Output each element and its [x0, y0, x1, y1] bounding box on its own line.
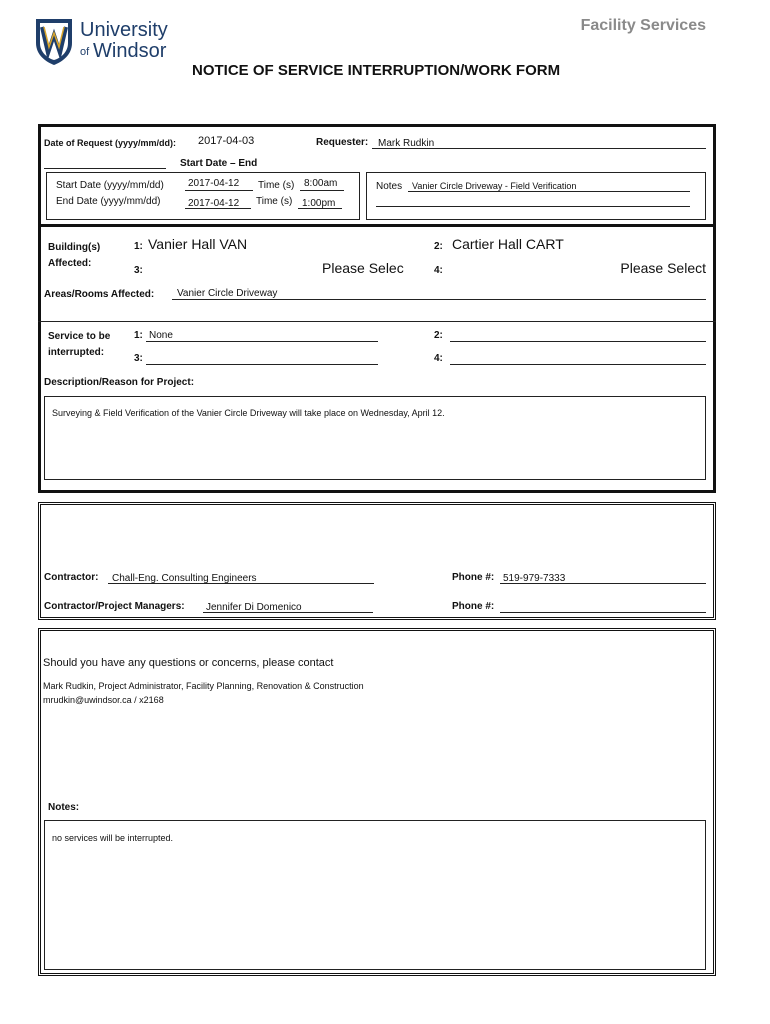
service-1-number: 1:: [134, 330, 143, 341]
areas-rooms-underline: [172, 299, 706, 300]
contractor-phone-field[interactable]: 519-979-7333: [503, 573, 566, 584]
service-label: Service to be: [48, 331, 111, 342]
section-divider: [38, 224, 716, 227]
end-time-underline: [298, 208, 342, 209]
areas-rooms-field[interactable]: Vanier Circle Driveway: [177, 288, 278, 299]
start-time-label: Time (s): [258, 180, 295, 191]
start-date-field[interactable]: 2017-04-12: [188, 178, 240, 189]
end-date-field[interactable]: 2017-04-12: [188, 198, 240, 209]
service-label-2: interrupted:: [48, 347, 105, 358]
end-time-label: Time (s): [256, 196, 293, 207]
date-of-request-field[interactable]: 2017-04-03: [198, 135, 255, 147]
university-shield-icon: [34, 17, 74, 67]
requester-label: Requester:: [316, 137, 369, 148]
areas-rooms-label: Areas/Rooms Affected:: [44, 289, 155, 300]
requester-field[interactable]: Mark Rudkin: [378, 138, 435, 149]
start-end-label: Start Date – End: [180, 158, 258, 169]
building-4-number: 4:: [434, 265, 443, 276]
buildings-label-2: Affected:: [48, 258, 92, 269]
buildings-label: Building(s): [48, 242, 101, 253]
start-end-underline: [44, 168, 166, 169]
request-notes-field[interactable]: Vanier Circle Driveway - Field Verification: [412, 181, 577, 191]
contractor-field[interactable]: Chall-Eng. Consulting Engineers: [112, 573, 257, 584]
project-manager-phone-label: Phone #:: [452, 601, 495, 612]
building-4-select[interactable]: Please Select: [620, 260, 706, 276]
building-3-select[interactable]: Please Selec: [322, 260, 404, 276]
date-of-request-label: Date of Request (yyyy/mm/dd):: [44, 138, 177, 148]
request-notes-label: Notes: [376, 181, 403, 192]
building-2-select[interactable]: Cartier Hall CART: [452, 236, 564, 252]
start-date-underline: [185, 190, 253, 191]
service-1-underline: [146, 341, 378, 342]
contractor-label: Contractor:: [44, 572, 99, 583]
contact-intro: Should you have any questions or concerns, please contact: [43, 657, 334, 669]
start-time-underline: [300, 190, 344, 191]
page-title: NOTICE OF SERVICE INTERRUPTION/WORK FORM: [192, 62, 561, 79]
notes-label: Notes:: [48, 802, 80, 813]
building-2-number: 2:: [434, 241, 443, 252]
project-manager-underline: [203, 612, 373, 613]
service-3-number: 3:: [134, 353, 143, 364]
department-name: Facility Services: [580, 17, 706, 34]
logo-windsor-text: Windsor: [93, 40, 167, 62]
service-4-number: 4:: [434, 353, 443, 364]
service-1-field[interactable]: None: [149, 330, 173, 341]
end-date-underline: [185, 208, 251, 209]
contact-name: Mark Rudkin, Project Administrator, Facility Planning, Renovation & Construction: [43, 681, 364, 691]
contractor-phone-underline: [500, 583, 706, 584]
service-2-underline: [450, 341, 706, 342]
section-divider: [38, 321, 716, 322]
building-1-select[interactable]: Vanier Hall VAN: [148, 236, 248, 252]
end-date-label: End Date (yyyy/mm/dd): [56, 196, 161, 207]
end-time-field[interactable]: 1:00pm: [302, 198, 336, 209]
logo-university-text: University: [80, 19, 168, 41]
project-manager-field[interactable]: Jennifer Di Domenico: [206, 602, 302, 613]
building-1-number: 1:: [134, 241, 143, 252]
project-manager-label: Contractor/Project Managers:: [44, 601, 185, 612]
service-2-number: 2:: [434, 330, 443, 341]
project-manager-phone-underline: [500, 612, 706, 613]
contractor-phone-label: Phone #:: [452, 572, 495, 583]
request-notes-underline-2: [376, 206, 690, 207]
start-time-field[interactable]: 8:00am: [304, 178, 338, 189]
notes-text: no services will be interrupted.: [52, 833, 174, 843]
requester-underline: [372, 148, 706, 149]
building-3-number: 3:: [134, 265, 143, 276]
description-label: Description/Reason for Project:: [44, 377, 195, 388]
contact-email: mrudkin@uwindsor.ca / x2168: [43, 695, 164, 705]
logo-of-text: of: [80, 46, 90, 58]
start-date-label: Start Date (yyyy/mm/dd): [56, 180, 164, 191]
description-text: Surveying & Field Verification of the Vanier Circle Driveway will take place on Wednesday, April 12.: [52, 408, 445, 418]
service-4-underline: [450, 364, 706, 365]
contractor-underline: [108, 583, 374, 584]
request-notes-underline: [408, 191, 690, 192]
service-3-underline: [146, 364, 378, 365]
